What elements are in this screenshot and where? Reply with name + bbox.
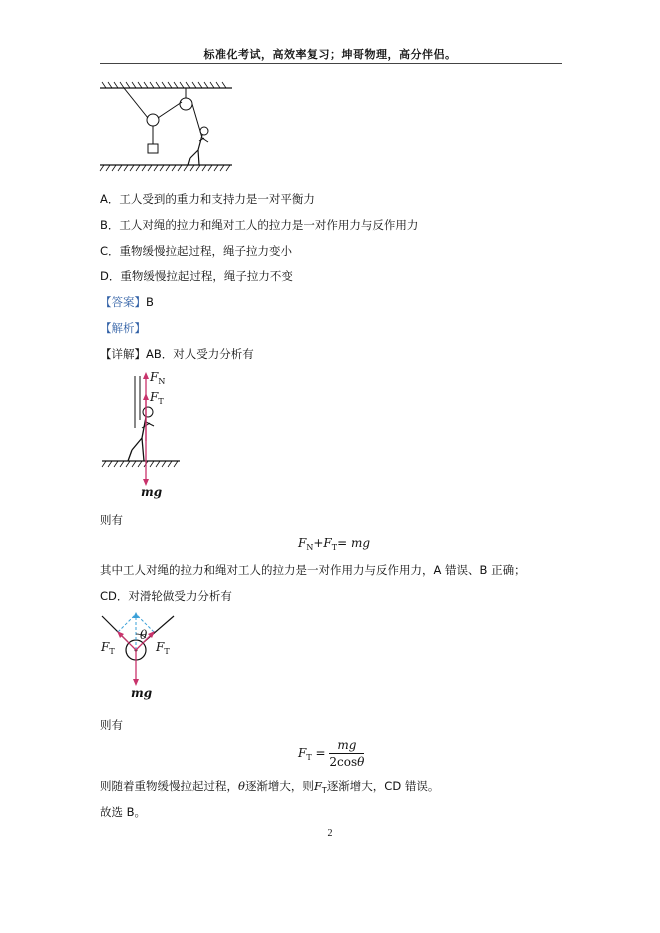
then-line-1: 则有	[100, 513, 123, 527]
worker-force-diagram	[98, 366, 198, 501]
option-a: A．工人受到的重力和支持力是一对平衡力	[100, 192, 315, 206]
page-number: 2	[327, 828, 333, 839]
pulley-worker-figure	[98, 80, 238, 175]
page-header: 标准化考试，高效率复习；坤哥物理，高分伴侣。	[203, 48, 457, 61]
ft-left-label: $F_T$	[101, 640, 115, 656]
detail-text: AB．对人受力分析有	[146, 347, 254, 361]
fn-label: $F_N$	[150, 370, 166, 386]
header-divider	[100, 63, 562, 64]
final-choice: 故选 B。	[100, 805, 147, 819]
theta-label: θ	[140, 628, 148, 642]
detail-line	[100, 346, 254, 362]
pulley-force-diagram	[98, 610, 182, 700]
option-c: C．重物缓慢拉起过程，绳子拉力变小	[100, 244, 293, 258]
mg-label-pulley: mg	[131, 686, 153, 700]
mg-label: mg	[141, 485, 163, 499]
answer-label: 【答案】	[100, 295, 146, 309]
answer-value: B	[146, 295, 154, 309]
detail-label: 【详解】	[100, 347, 146, 361]
cd-heading: CD．对滑轮做受力分析有	[100, 589, 232, 603]
option-b: B．工人对绳的拉力和绳对工人的拉力是一对作用力与反作用力	[100, 218, 419, 232]
equation-1: $F_N+F_T=$ mg	[298, 536, 370, 552]
answer-line	[100, 294, 154, 310]
equation-2: $F_T$ = $\frac{mg}{2\cos\theta}$	[298, 738, 365, 769]
analysis-heading: 【解析】	[100, 321, 146, 335]
then-line-2: 则有	[100, 718, 123, 732]
option-d: D．重物缓慢拉起过程，绳子拉力不变	[100, 269, 293, 283]
conclusion-cd: 则随着重物缓慢拉起过程，θ逐渐增大，则$F_T$逐渐增大，CD 错误。	[100, 779, 440, 795]
ft-right-label: $F_T$	[156, 640, 170, 656]
ft-label: $F_T$	[150, 390, 164, 406]
conclusion-ab: 其中工人对绳的拉力和绳对工人的拉力是一对作用力与反作用力，A 错误、B 正确；	[100, 563, 526, 577]
